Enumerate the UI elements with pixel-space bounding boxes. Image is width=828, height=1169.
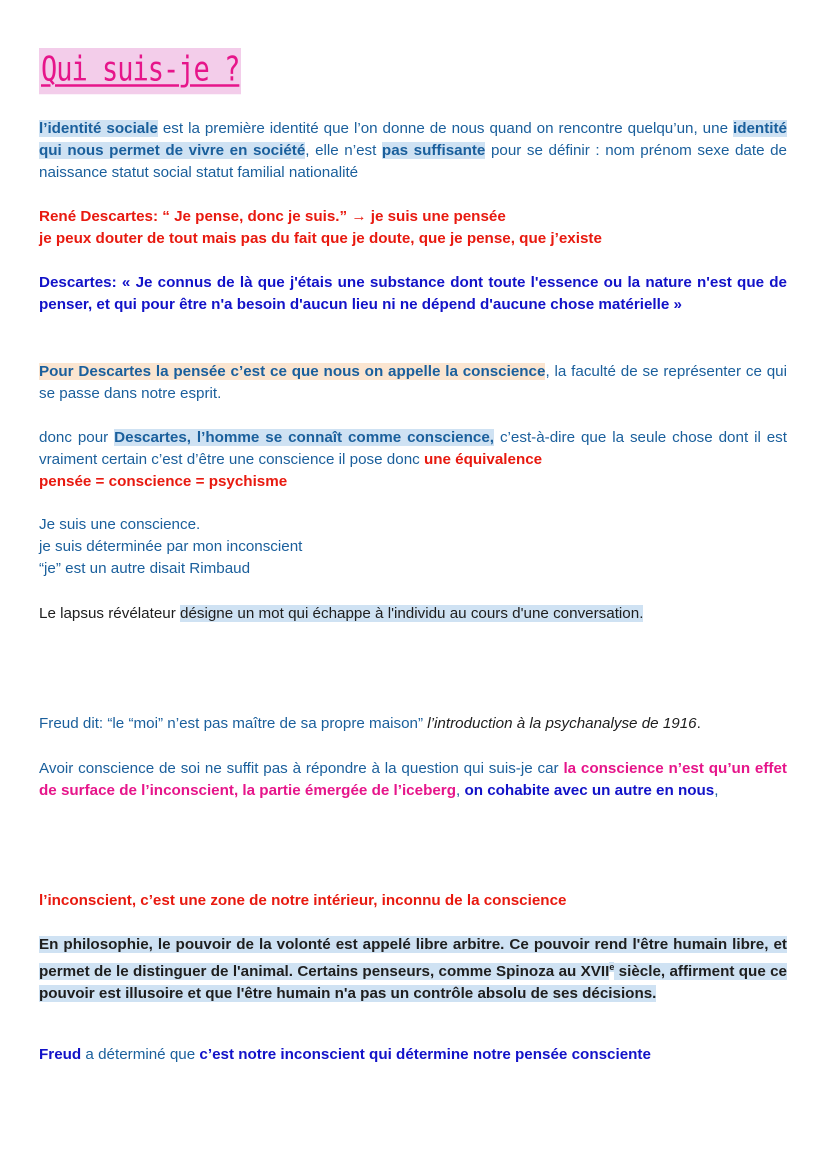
paragraph-descartes-quote: René Descartes: “ Je pense, donc je suis.” → je suis une pensée je peux douter de tout mais pas du fait que je doute, que je pense, que j’existe <box>39 208 602 247</box>
paragraph-freud-inconscient: Freud a déterminé que c’est notre inconscient qui détermine notre pensée consciente <box>39 1046 651 1063</box>
paragraph-social-identity: l’identité sociale est la première identité que l’on donne de nous quand on rencontre quelqu’un, une identité qui nous permet de vivre en société, elle n’est pas suffisante pour se définir : nom prénom sexe date de naissance statut social statut familial nationalité <box>39 120 787 181</box>
paragraph-equivalence: donc pour Descartes, l’homme se connaît comme conscience, c’est-à-dire que la seule chose dont il est vraiment certain c’est d’être une conscience il pose donc une équivalence pensée = conscience = psychisme <box>39 429 787 490</box>
paragraph-conscience: Pour Descartes la pensée c’est ce que nous on appelle la conscience, la faculté de se représenter ce qui se passe dans notre esprit. <box>39 363 787 402</box>
paragraph-lapsus: Le lapsus révélateur désigne un mot qui échappe à l'individu au cours d'une conversation. <box>39 605 644 622</box>
paragraph-rimbaud: Je suis une conscience. je suis déterminée par mon inconscient “je” est un autre disait Rimbaud <box>39 516 303 577</box>
paragraph-inconscient: l’inconscient, c’est une zone de notre intérieur, inconnu de la conscience <box>39 892 567 909</box>
paragraph-descartes-substance: Descartes: « Je connus de là que j'étais une substance dont toute l'essence ou la nature n'est que de penser, et qui pour être n'a besoin d'aucun lieu ni ne dépend d'aucune chose matérielle » <box>39 274 787 313</box>
paragraph-libre-arbitre: En philosophie, le pouvoir de la volonté est appelé libre arbitre. Ce pouvoir rend l'être humain libre, et permet de le distinguer de l'animal. Certains penseurs, comme Spinoza au XVIIe siècle, affirment que ce pouvoir est illusoire et que l'être humain n'a pas un contrôle absolu de ses décisions. <box>39 936 787 1003</box>
paragraph-iceberg: Avoir conscience de soi ne suffit pas à répondre à la question qui suis-je car la conscience n’est qu’un effet de surface de l’inconscient, la partie émergée de l’iceberg, on cohabite avec un autre en nous, <box>39 760 787 799</box>
paragraph-freud-moi: Freud dit: “le “moi” n’est pas maître de sa propre maison” l’introduction à la psychanalyse de 1916. <box>39 715 701 732</box>
page-title: Qui suis-je ? <box>39 48 241 94</box>
